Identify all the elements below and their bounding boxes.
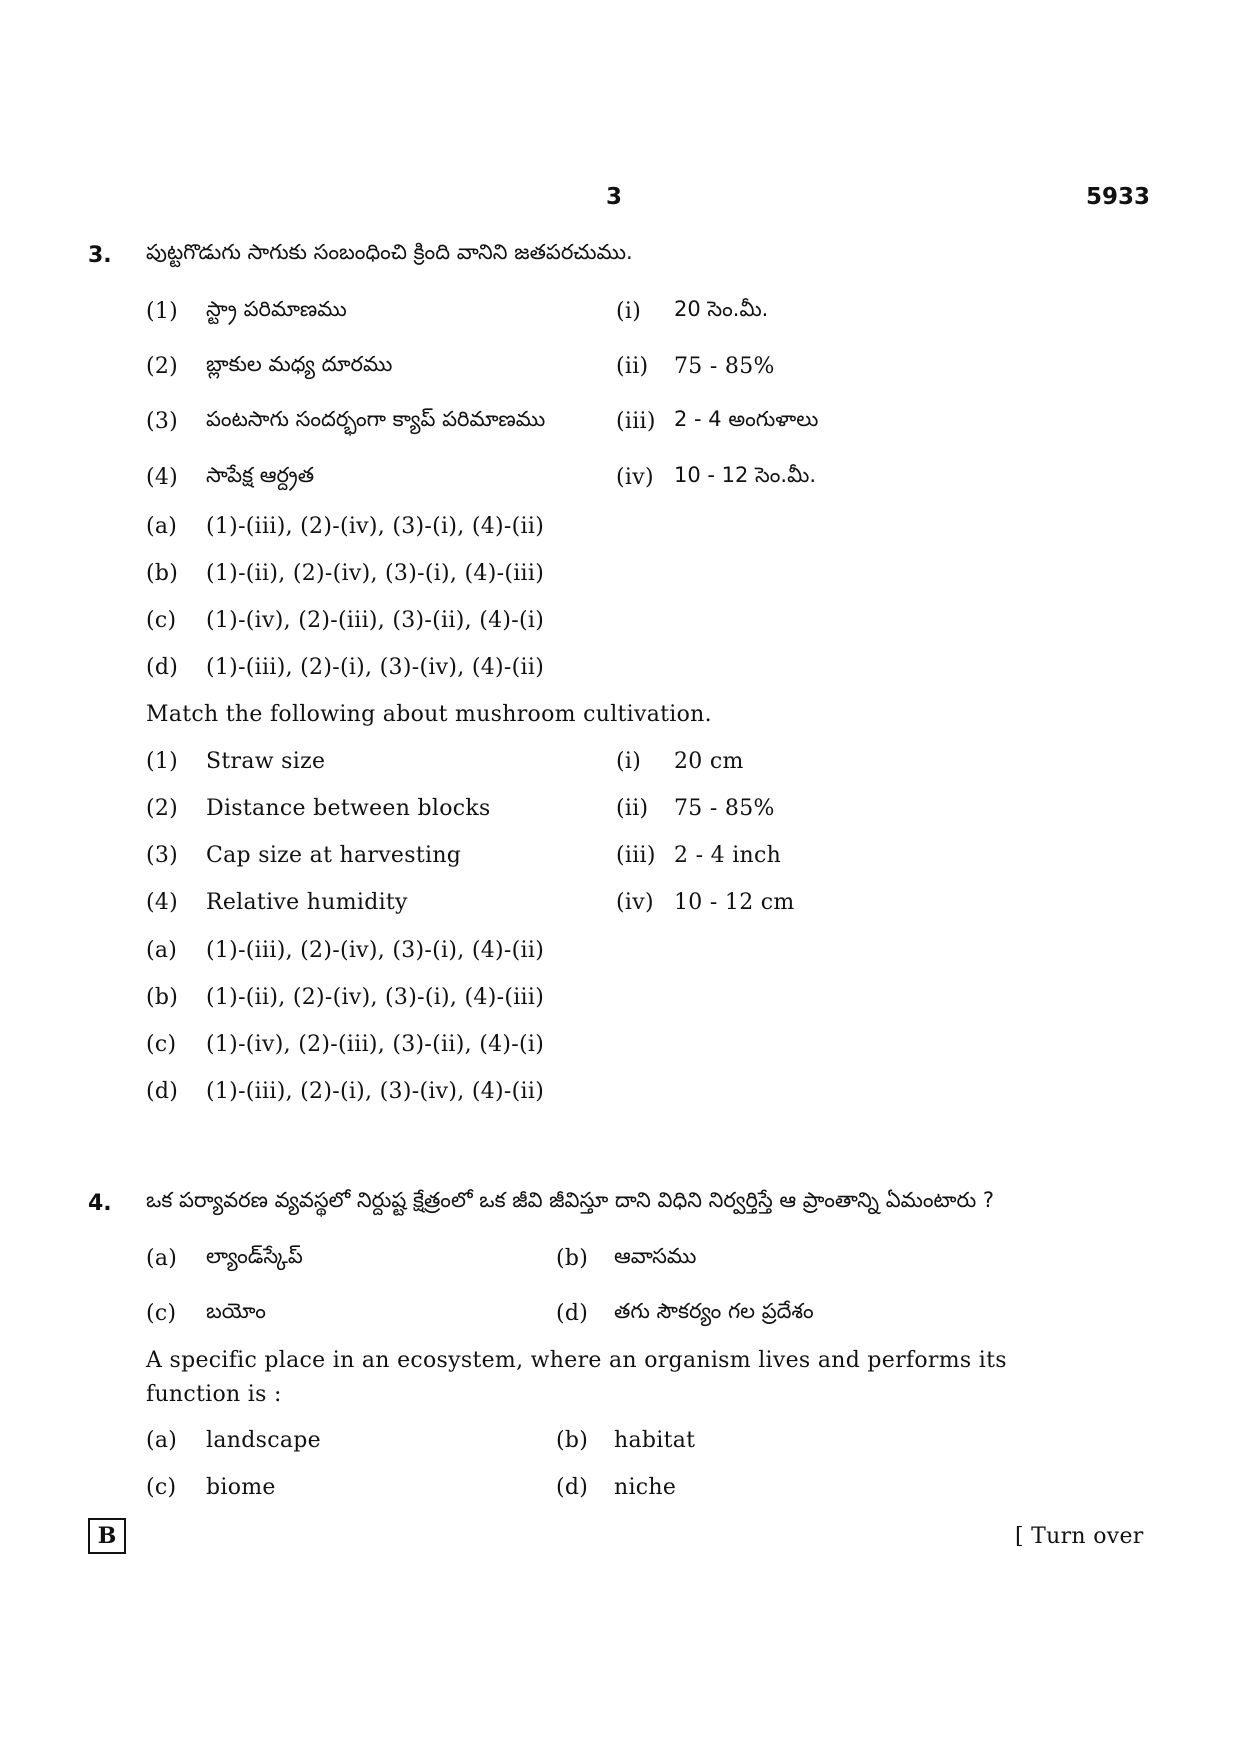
option-label: (d) [146, 655, 179, 680]
option-label: (c) [146, 1475, 177, 1500]
option-text: బయోం [206, 1299, 266, 1323]
match-left-label: (2) [146, 796, 179, 821]
match-left-item: స్ట్రా పరిమాణము [206, 297, 347, 321]
match-right-label: (i) [616, 749, 642, 774]
match-left-label: (4) [146, 465, 179, 490]
match-right-label: (iii) [616, 409, 656, 434]
question-3-text-english: Match the following about mushroom cultivation. [146, 702, 712, 727]
option-text: (1)-(iii), (2)-(i), (3)-(iv), (4)-(ii) [206, 1079, 545, 1104]
question-3-text-telugu: పుట్టగొడుగు సాగుకు సంబంధించి క్రింది వానిని జతపరచుము. [146, 240, 633, 264]
option-label: (c) [146, 1301, 177, 1326]
match-right-item: 20 cm [674, 749, 744, 774]
match-left-item: సాపేక్ష ఆర్ద్రత [206, 463, 315, 487]
match-left-label: (2) [146, 354, 179, 379]
option-label: (d) [556, 1301, 589, 1326]
option-text: (1)-(iii), (2)-(iv), (3)-(i), (4)-(ii) [206, 514, 545, 539]
match-left-item: పంటసాగు సందర్భంగా క్యాప్ పరిమాణము [206, 407, 546, 431]
option-label: (d) [556, 1475, 589, 1500]
option-label: (c) [146, 1032, 177, 1057]
option-label: (a) [146, 938, 178, 963]
match-left-item: బ్లాకుల మధ్య దూరము [206, 352, 393, 376]
option-label: (b) [146, 985, 179, 1010]
match-left-label: (4) [146, 890, 179, 915]
option-text: తగు సౌకర్యం గల ప్రదేశం [614, 1299, 814, 1323]
option-label: (b) [146, 561, 179, 586]
match-right-item: 10 - 12 సెం.మీ. [674, 463, 817, 487]
match-right-item: 10 - 12 cm [674, 890, 795, 915]
paper-code: 5933 [1086, 184, 1151, 210]
match-right-label: (i) [616, 299, 642, 324]
option-text: (1)-(ii), (2)-(iv), (3)-(i), (4)-(iii) [206, 561, 545, 586]
match-left-item: Cap size at harvesting [206, 843, 462, 868]
match-left-label: (3) [146, 409, 179, 434]
match-right-item: 75 - 85% [674, 796, 775, 821]
question-4-text-telugu: ఒక పర్యావరణ వ్యవస్థలో నిర్దుష్ట క్షేత్రంలో ఒక జీవి జీవిస్తూ దాని విధిని నిర్వర్తిస్తే ఆ ప్రాంతాన్ని ఏమంటారు ? [146, 1188, 995, 1212]
match-right-item: 20 సెం.మీ. [674, 297, 769, 321]
match-left-item: Distance between blocks [206, 796, 491, 821]
page-number: 3 [606, 184, 623, 210]
turn-over-note: [ Turn over [1015, 1524, 1144, 1549]
option-text: (1)-(ii), (2)-(iv), (3)-(i), (4)-(iii) [206, 985, 545, 1010]
match-left-label: (1) [146, 299, 179, 324]
match-left-item: Straw size [206, 749, 326, 774]
match-left-label: (1) [146, 749, 179, 774]
match-right-item: 2 - 4 అంగుళాలు [674, 407, 819, 431]
question-4-number: 4. [88, 1191, 112, 1216]
match-right-label: (iii) [616, 843, 656, 868]
option-text: niche [614, 1475, 677, 1500]
option-text: landscape [206, 1428, 321, 1453]
match-right-item: 2 - 4 inch [674, 843, 782, 868]
option-label: (d) [146, 1079, 179, 1104]
match-left-item: Relative humidity [206, 890, 408, 915]
match-right-item: 75 - 85% [674, 354, 775, 379]
match-right-label: (iv) [616, 465, 654, 490]
option-label: (a) [146, 514, 178, 539]
option-text: ఆవాసము [614, 1244, 697, 1268]
question-4-text-english: A specific place in an ecosystem, where an organism lives and performs its function is : [146, 1348, 1007, 1407]
option-label: (b) [556, 1428, 589, 1453]
option-text: (1)-(iv), (2)-(iii), (3)-(ii), (4)-(i) [206, 608, 545, 633]
option-text: biome [206, 1475, 276, 1500]
option-text: (1)-(iii), (2)-(iv), (3)-(i), (4)-(ii) [206, 938, 545, 963]
match-left-label: (3) [146, 843, 179, 868]
option-text: (1)-(iii), (2)-(i), (3)-(iv), (4)-(ii) [206, 655, 545, 680]
option-text: habitat [614, 1428, 696, 1453]
option-label: (b) [556, 1246, 589, 1271]
question-3-number: 3. [88, 243, 112, 268]
option-text: (1)-(iv), (2)-(iii), (3)-(ii), (4)-(i) [206, 1032, 545, 1057]
booklet-series-box: B [88, 1518, 126, 1554]
match-right-label: (iv) [616, 890, 654, 915]
match-right-label: (ii) [616, 796, 649, 821]
option-label: (a) [146, 1246, 178, 1271]
option-text: ల్యాండ్‌స్కేప్ [206, 1244, 303, 1268]
option-label: (a) [146, 1428, 178, 1453]
option-label: (c) [146, 608, 177, 633]
match-right-label: (ii) [616, 354, 649, 379]
